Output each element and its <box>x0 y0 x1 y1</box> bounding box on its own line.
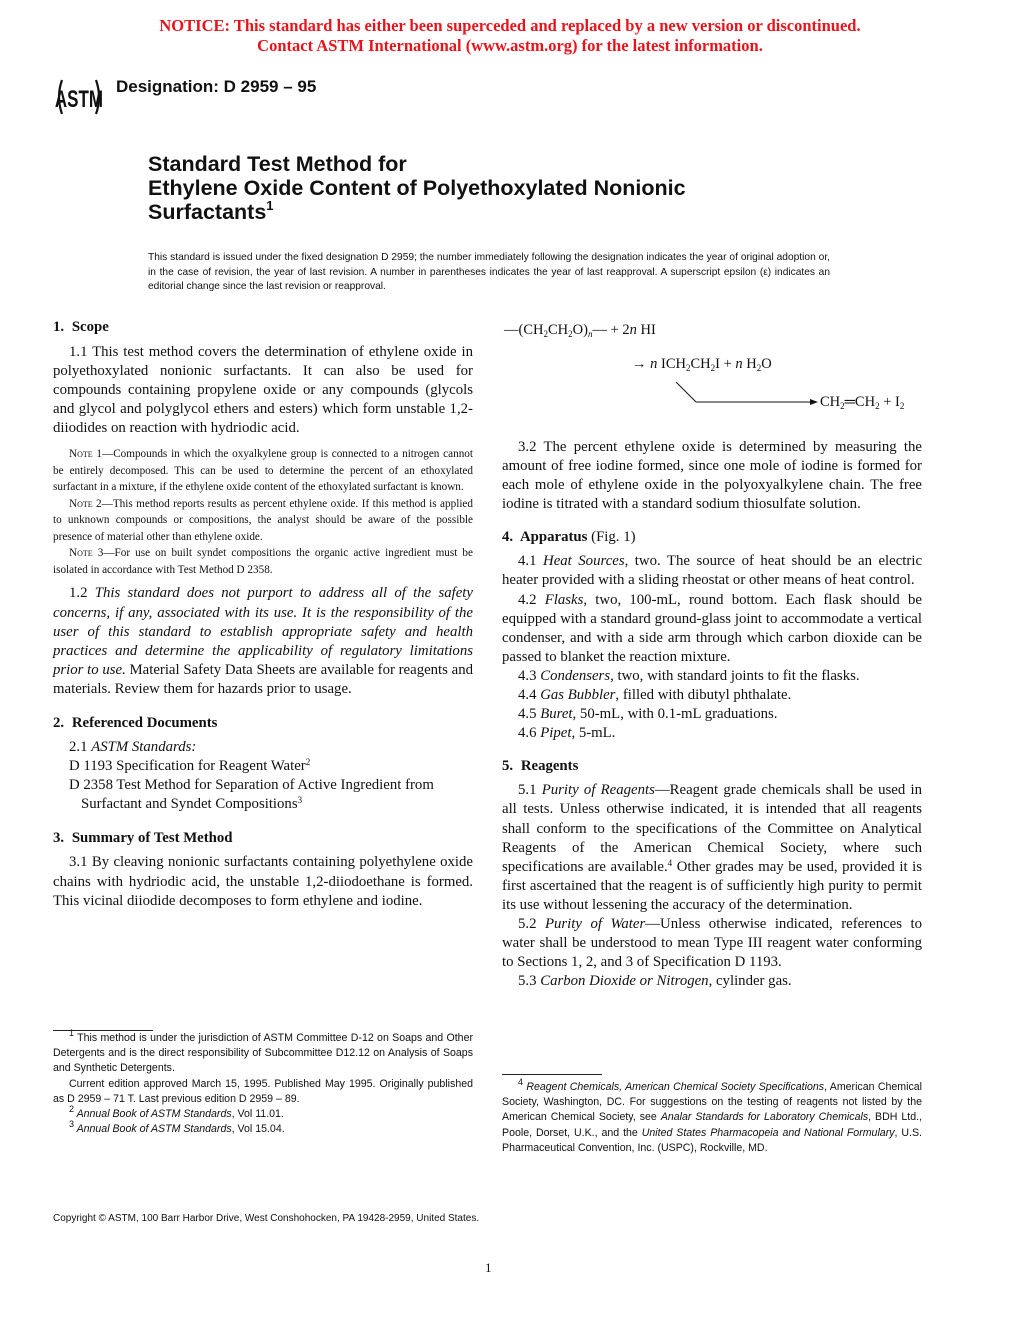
notice-banner <box>0 16 1020 56</box>
para-3-1: 3.1 By cleaving nonionic surfactants containing polyethylene oxide chains with hydriodic acid, the unstable 1,2-diiodoethane is formed. This vicinal diiodide decomposes to form ethylene and iodine. <box>53 854 473 909</box>
para-2-1: 2.1 ASTM Standards: <box>69 739 197 756</box>
footnote-4: $^4$ Reagent Chemicals, American Chemical Society Specifications, American Chemical Society, Washington, DC. For suggestions on the testing of reagents not listed by the American Chemical Society, see Analar Standards for Laboratory Chemicals, BDH Ltd., Poole, Dorset, U.K., and the United States Pharmacopeia and National Formulary, U.S. Pharmaceutical Convention, Inc. (USPC), Rockville, MD. <box>502 1077 923 1154</box>
footnote-1b: Current edition approved March 15, 1995. Published May 1995. Originally published as D 2959 – 71 T. Last previous edition D 2959 – 89. <box>53 1077 473 1105</box>
footnotes-right <box>502 1077 923 1156</box>
designation: Designation: D 2959 – 95 <box>116 77 317 96</box>
para-4-4: 4.4 Gas Bubbler, filled with dibutyl phthalate. <box>518 687 792 704</box>
para-4-1: 4.1 Heat Sources, two. The source of heat should be an electric heater provided with a sliding rheostat or other means of heat control. <box>502 553 923 589</box>
reaction-line-3: $CH_2═CH_2 + I_2$ <box>820 394 905 411</box>
para-4-6: 4.6 Pipet, 5-mL. <box>518 725 616 742</box>
title-line-2: Ethylene Oxide Content of Polyethoxylated Nonionic <box>148 176 686 200</box>
reaction-arrow <box>672 380 822 410</box>
left-column <box>53 318 473 911</box>
footnote-rule-right <box>502 1074 602 1075</box>
para-4-3: 4.3 Condensers, two, with standard joints to fit the flasks. <box>518 667 860 684</box>
para-5-3: 5.3 Carbon Dioxide or Nitrogen, cylinder gas. <box>518 973 792 990</box>
section-1-heading: 1. Scope <box>53 319 109 335</box>
title-footnote-ref: 1 <box>266 198 274 213</box>
notice-line-2: Contact ASTM International (www.astm.org) for the latest information. <box>257 36 763 55</box>
section-3-heading: 3. Summary of Test Method <box>53 830 233 847</box>
section-4-heading: 4. Apparatus (Fig. 1) <box>502 529 636 546</box>
astm-logo <box>54 76 104 118</box>
page-number: 1 <box>485 1260 492 1275</box>
para-4-5: 4.5 Buret, 50-mL, with 0.1-mL graduations. <box>518 706 778 723</box>
logo-text: ASTM <box>54 86 104 113</box>
reaction-equation <box>502 320 922 420</box>
ref-d1193: D 1193 Specification for Reagent Water$^2$ <box>69 757 311 775</box>
footnote-2: $^2$ Annual Book of ASTM Standards, Vol 11.01. <box>69 1104 284 1121</box>
title-line-1: Standard Test Method for <box>148 152 407 176</box>
reaction-line-1: $—(CH_2CH_2O)_n— + 2n$ HI <box>504 322 656 339</box>
section-2-heading: 2. Referenced Documents <box>53 715 218 732</box>
page-title <box>148 152 686 224</box>
para-1-1: 1.1 This test method covers the determination of ethylene oxide in polyethoxylated nonionic surfactants. It can also be used for compounds containing propylene oxide or any compounds (glycols and glycol and polyglycol ethers and esters) which form unstable 1,2-diiodides on reaction with hydriodic acid. <box>53 344 473 437</box>
para-5-1: 5.1 Purity of Reagents—Reagent grade chemicals shall be used in all tests. Unless otherwise indicated, it is intended that all reagents shall conform to the specifications of the Committee on Analytical Reagents of the American Chemical Society, where such specifications are available.$^4$ Other grades may be used, provided it is first ascertained that the reagent is of sufficiently high purity to permit its use without lessening the accuracy of the determination. <box>502 782 923 913</box>
copyright: Copyright © ASTM, 100 Barr Harbor Drive, West Conshohocken, PA 19428-2959, United States. <box>53 1213 480 1224</box>
ref-d2358: D 2358 Test Method for Separation of Active Ingredient from Surfactant and Syndet Compositions$^3$ <box>69 777 434 813</box>
title-line-3: Surfactants <box>148 200 267 224</box>
notice-line-1: NOTICE: This standard has either been superceded and replaced by a new version or discontinued. <box>159 16 861 35</box>
footnote-1: $^1$ This method is under the jurisdiction of ASTM Committee D-12 on Soaps and Other Detergents and is the direct responsibility of Subcommittee D12.12 on Analysis of Soaps and Synthetic Detergents. <box>53 1028 473 1075</box>
para-3-2: 3.2 The percent ethylene oxide is determined by measuring the amount of free iodine formed, since one mole of iodine is formed for each mole of ethylene oxide in the polyoxyalkylene chain. The free iodine is titrated with a standard sodium thiosulfate solution. <box>502 439 922 513</box>
note-3: Note 3—For use on built syndet compositions the organic active ingredient must be isolated in accordance with Test Method D 2358. <box>53 547 473 576</box>
section-5-heading: 5. Reagents <box>502 758 579 775</box>
para-5-2: 5.2 Purity of Water—Unless otherwise indicated, references to water shall be understood to mean Type III reagent water conforming to Sections 1, 2, and 3 of Specification D 1193. <box>502 915 922 971</box>
para-1-2: 1.2 This standard does not purport to address all of the safety concerns, if any, associated with its use. It is the responsibility of the user of this standard to establish appropriate safety and health practices and determine the applicability of regulatory limitations prior to use. Material Safety Data Sheets are available for reagents and materials. Review them for hazards prior to usage. <box>53 585 474 697</box>
note-2: Note 2—This method reports results as percent ethylene oxide. If this method is applied to unknown compounds or compositions, the analyst should be aware of the possible presence of material other than ethylene oxide. <box>53 497 473 543</box>
footnote-3: $^3$ Annual Book of ASTM Standards, Vol 15.04. <box>69 1119 285 1136</box>
reaction-line-2: → n $ICH_2CH_2I + n$ $H_2O$ <box>632 356 772 373</box>
right-column <box>502 438 922 991</box>
issuance-statement: This standard is issued under the fixed designation D 2959; the number immediately following the designation indicates the year of original adoption or, in the case of revision, the year of last revision. A number in parentheses indicates the year of last reapproval. A superscript epsilon (ε) indicates an editorial change since the last revision or reapproval. <box>148 252 830 293</box>
note-1: Note 1—Compounds in which the oxyalkylene group is connected to a nitrogen cannot be entirely decomposed. This can be used to determine the percent of an ethoxylated surfactant in a mixture, if the ethylene oxide content of the ethoxylated surfactant is known. <box>53 448 473 494</box>
para-4-2: 4.2 Flasks, two, 100-mL, round bottom. Each flask should be equipped with a standard ground-glass joint to accommodate a vertical condenser, and with a side arm through which carbon dioxide can be passed to blanket the reaction mixture. <box>502 591 922 665</box>
footnotes-left <box>53 1028 473 1137</box>
